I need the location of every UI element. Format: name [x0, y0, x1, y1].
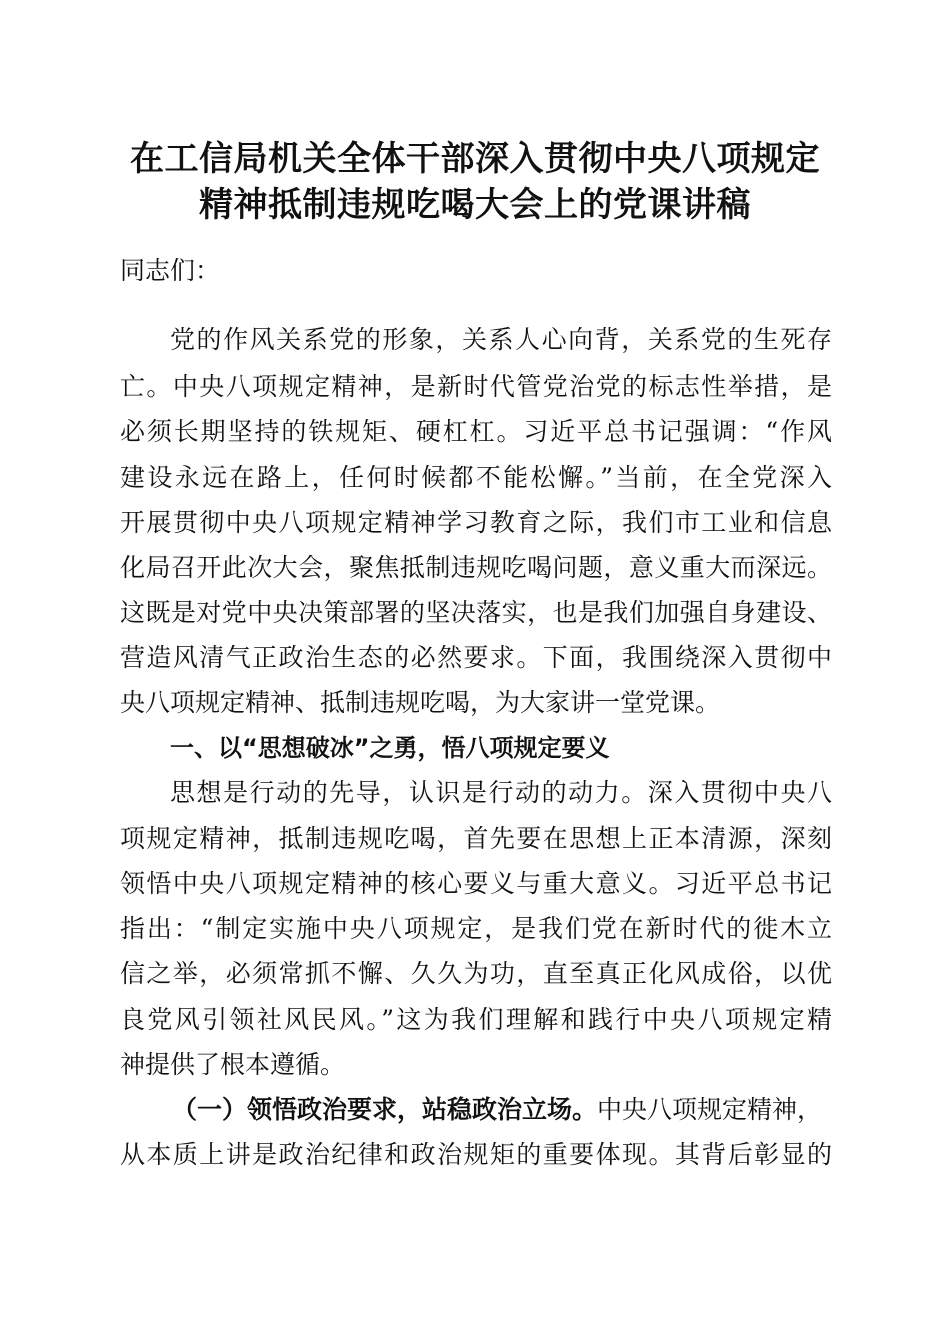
subsection-heading-1: （一）领悟政治要求，站稳政治立场。: [172, 1095, 598, 1124]
para1-line: 化局召开此次大会，聚焦抵制违规吃喝问题，意义重大而深远。: [120, 553, 832, 582]
document-title-line-2: 精神抵制违规吃喝大会上的党课讲稿: [199, 185, 751, 225]
salutation: 同志们：: [120, 256, 221, 285]
para2-line: 良党风引领社风民风。”这为我们理解和践行中央八项规定精: [120, 1005, 832, 1034]
para1-line: 建设永远在路上，任何时候都不能松懈。”当前，在全党深入: [120, 463, 832, 492]
document-title-line-1: 在工信局机关全体干部深入贯彻中央八项规定: [130, 139, 820, 179]
para1-line: 党的作风关系党的形象，关系人心向背，关系党的生死存: [170, 325, 832, 354]
para1-line: 必须长期坚持的铁规矩、硬杠杠。习近平总书记强调：“作风: [120, 417, 832, 446]
para2-line: 信之举，必须常抓不懈、久久为功，直至真正化风成俗，以优: [120, 959, 832, 988]
para3-text: 中央八项规定精神，: [597, 1095, 823, 1124]
para2-line: 项规定精神，抵制违规吃喝，首先要在思想上正本清源，深刻: [120, 824, 832, 853]
para1-line: 这既是对党中央决策部署的坚决落实，也是我们加强自身建设、: [120, 598, 832, 627]
para2-line: 神提供了根本遵循。: [120, 1050, 346, 1079]
para3-line: 从本质上讲是政治纪律和政治规矩的重要体现。其背后彰显的: [120, 1140, 832, 1169]
para1-line: 开展贯彻中央八项规定精神学习教育之际，我们市工业和信息: [120, 508, 832, 537]
para1-line: 央八项规定精神、抵制违规吃喝，为大家讲一堂党课。: [120, 688, 721, 717]
para3-first-line: [172, 1092, 834, 1128]
para2-line: 领悟中央八项规定精神的核心要义与重大意义。习近平总书记: [120, 869, 832, 898]
section-heading-1: 一、以“思想破冰”之勇，悟八项规定要义: [170, 734, 610, 762]
para2-line: 思想是行动的先导，认识是行动的动力。深入贯彻中央八: [170, 778, 832, 807]
para1-line: 营造风清气正政治生态的必然要求。下面，我围绕深入贯彻中: [120, 643, 832, 672]
para2-line: 指出：“制定实施中央八项规定，是我们党在新时代的徙木立: [120, 914, 832, 943]
para1-line: 亡。中央八项规定精神，是新时代管党治党的标志性举措，是: [120, 372, 832, 401]
